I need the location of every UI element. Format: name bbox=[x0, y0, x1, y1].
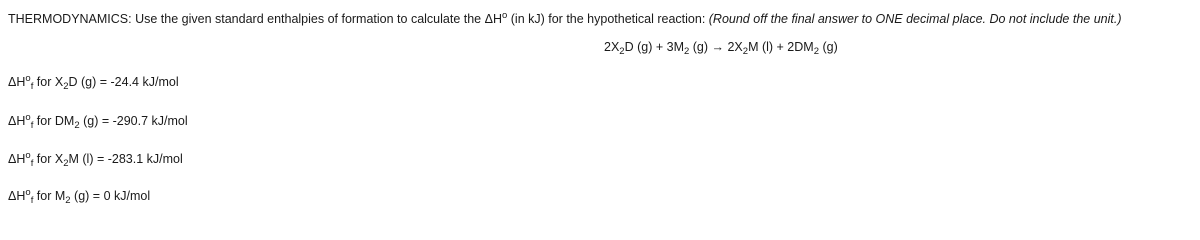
delta-h: ΔH bbox=[8, 75, 26, 89]
species-subscript: 2 bbox=[63, 81, 69, 92]
product-1-rest: M (l) + 2DM bbox=[748, 40, 814, 54]
degree-superscript: o bbox=[25, 187, 31, 198]
question-note: (Round off the final answer to ONE decimal place. Do not include the unit.) bbox=[708, 12, 1122, 26]
species-subscript: 2 bbox=[65, 195, 71, 206]
species-label: for X bbox=[33, 152, 64, 166]
species-value: M (l) = -283.1 kJ/mol bbox=[68, 152, 183, 166]
species-subscript: 2 bbox=[63, 158, 69, 169]
species-subscript: 2 bbox=[74, 120, 80, 131]
delta-h: ΔH bbox=[8, 152, 26, 166]
species-label: for M bbox=[33, 189, 66, 203]
enthalpy-line-m2 bbox=[8, 188, 150, 206]
question-text bbox=[8, 12, 1122, 28]
question-lead: THERMODYNAMICS: Use the given standard enthalpies of formation to calculate the ΔH bbox=[8, 12, 502, 26]
degree-superscript: o bbox=[501, 10, 508, 21]
species-value: (g) = 0 kJ/mol bbox=[70, 189, 151, 203]
reaction-equation bbox=[604, 39, 838, 55]
formation-subscript: f bbox=[30, 81, 34, 92]
product-1-subscript: 2 bbox=[742, 46, 749, 57]
species-value: (g) = -290.7 kJ/mol bbox=[79, 114, 188, 128]
product-2-rest: (g) bbox=[819, 40, 838, 54]
reaction-arrow-text: (g) → 2X bbox=[689, 40, 743, 54]
species-label: for X bbox=[33, 75, 64, 89]
degree-superscript: o bbox=[25, 73, 31, 84]
degree-superscript: o bbox=[25, 150, 31, 161]
question-mid: (in kJ) for the hypothetical reaction: bbox=[507, 12, 709, 26]
product-2-subscript: 2 bbox=[813, 46, 819, 57]
delta-h: ΔH bbox=[8, 114, 26, 128]
enthalpy-line-x2d bbox=[8, 74, 179, 92]
species-value: D (g) = -24.4 kJ/mol bbox=[68, 75, 179, 89]
formation-subscript: f bbox=[30, 158, 34, 169]
species-label: for DM bbox=[33, 114, 75, 128]
reactant-1-subscript: 2 bbox=[619, 46, 625, 57]
delta-h: ΔH bbox=[8, 189, 26, 203]
enthalpy-line-x2m bbox=[8, 151, 183, 169]
formation-subscript: f bbox=[30, 195, 34, 206]
reactant-1-formula: 2X bbox=[604, 40, 620, 54]
degree-superscript: o bbox=[25, 112, 31, 123]
reactant-2-subscript: 2 bbox=[683, 46, 690, 57]
enthalpy-line-dm2 bbox=[8, 113, 188, 131]
formation-subscript: f bbox=[30, 120, 34, 131]
reactant-1-rest: D (g) + 3M bbox=[624, 40, 684, 54]
